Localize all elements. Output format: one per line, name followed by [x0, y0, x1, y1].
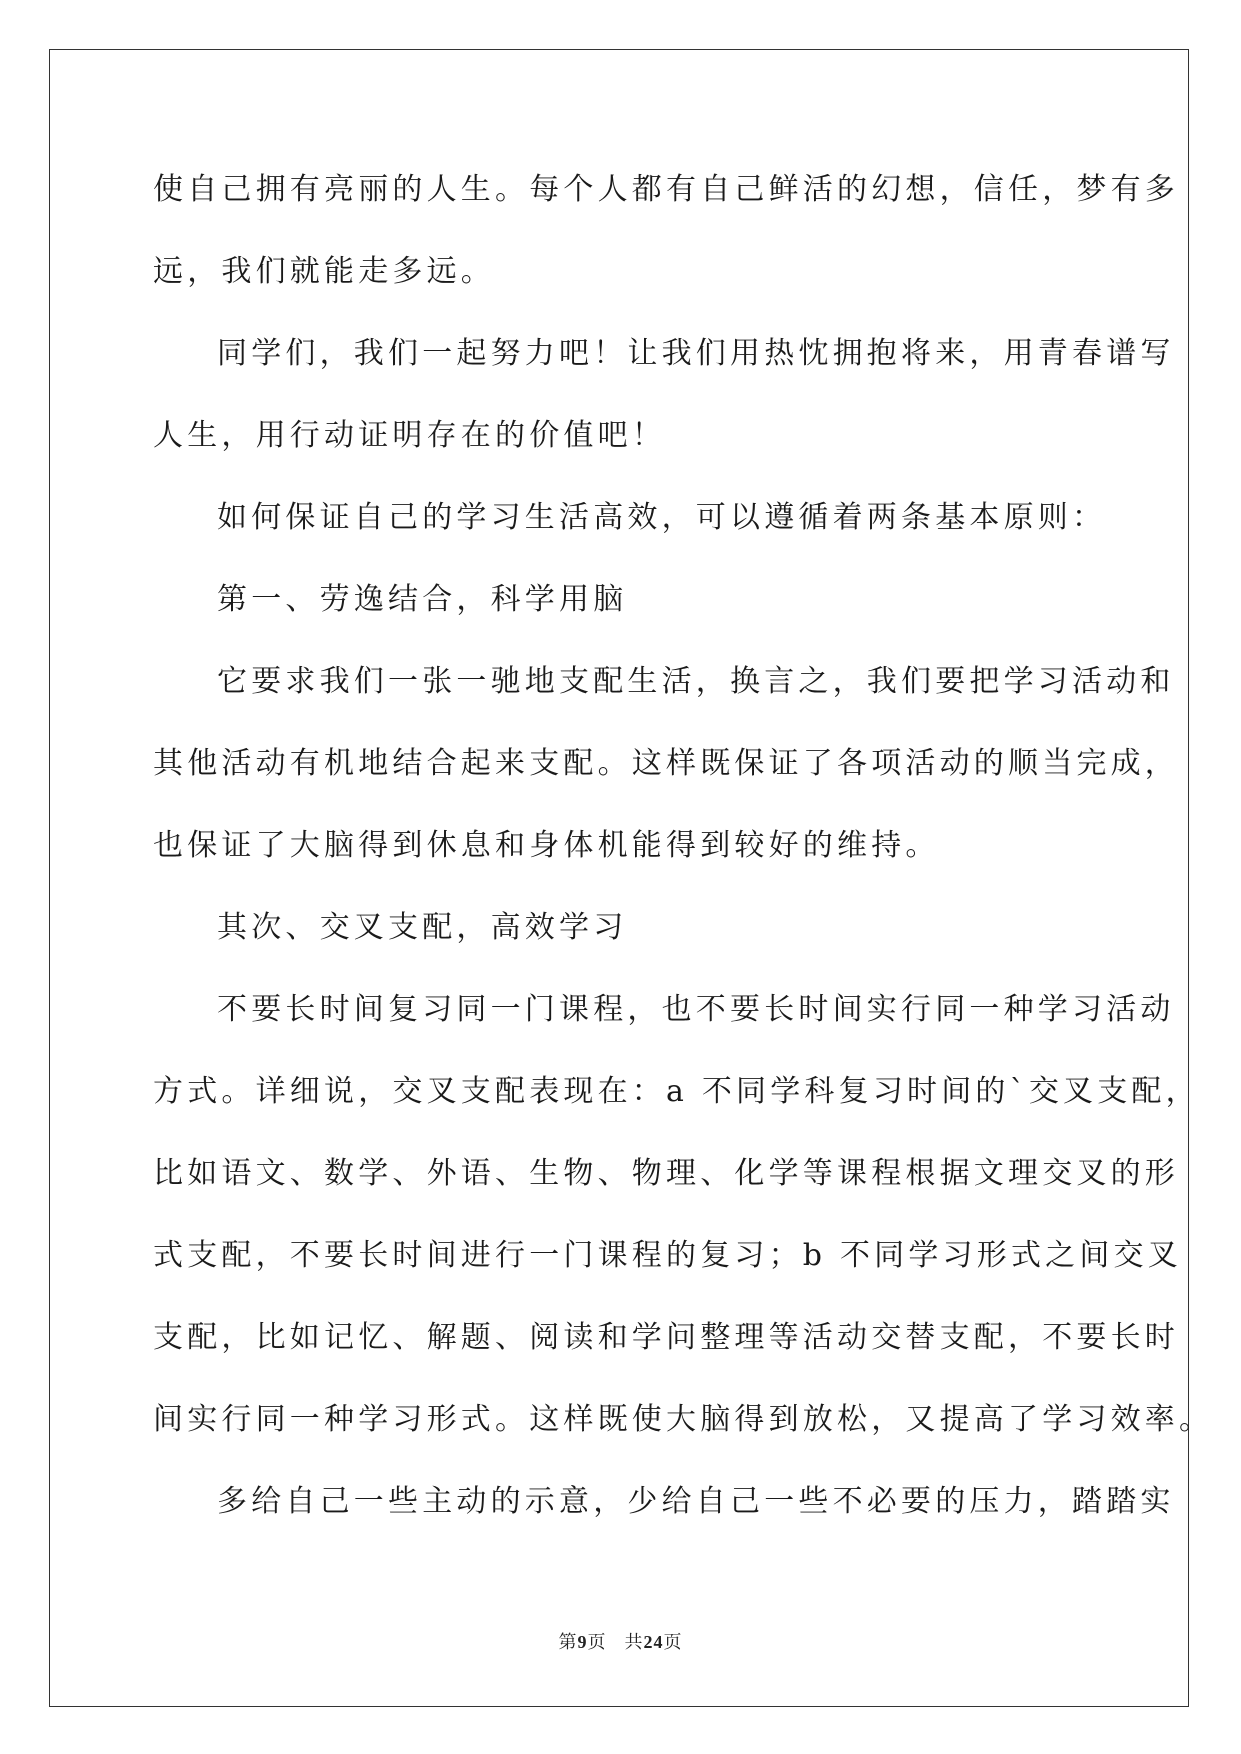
- text-line: 也保证了大脑得到休息和身体机能得到较好的维持。: [153, 828, 940, 863]
- text-line: 人生，用行动证明存在的价值吧！: [153, 418, 666, 453]
- document-body: [153, 168, 1214, 1562]
- text-line: 比如语文、数学、外语、生物、物理、化学等课程根据文理交叉的形: [153, 1156, 1179, 1191]
- text-line: 使自己拥有亮丽的人生。每个人都有自己鲜活的幻想，信任，梦有多: [153, 172, 1179, 207]
- text-line: 如何保证自己的学习生活高效，可以遵循着两条基本原则：: [217, 500, 1107, 535]
- text-line: 式支配，不要长时间进行一门课程的复习；b 不同学习形式之间交叉: [153, 1238, 1182, 1273]
- text-line: 方式。详细说，交叉支配表现在：a 不同学科复习时间的`交叉支配，: [153, 1074, 1200, 1109]
- page-number: 9: [577, 1632, 588, 1652]
- text-line: 支配，比如记忆、解题、阅读和学问整理等活动交替支配，不要长时: [153, 1320, 1179, 1355]
- total-prefix: 共: [624, 1632, 644, 1652]
- page-prefix: 第: [558, 1632, 578, 1652]
- text-line: 不要长时间复习同一门课程，也不要长时间实行同一种学习活动: [217, 992, 1175, 1027]
- text-line: 同学们，我们一起努力吧！让我们用热忱拥抱将来，用青春谱写: [217, 336, 1175, 371]
- text-line: 间实行同一种学习形式。这样既使大脑得到放松，又提高了学习效率。: [153, 1402, 1214, 1437]
- text-line: 其他活动有机地结合起来支配。这样既保证了各项活动的顺当完成，: [153, 746, 1179, 781]
- section-heading: 第一、劳逸结合，科学用脑: [217, 582, 628, 617]
- total-pages: 24: [643, 1632, 664, 1652]
- text-line: 多给自己一些主动的示意，少给自己一些不必要的压力，踏踏实: [217, 1484, 1175, 1519]
- section-heading: 其次、交叉支配，高效学习: [217, 910, 628, 945]
- text-line: 它要求我们一张一驰地支配生活，换言之，我们要把学习活动和: [217, 664, 1175, 699]
- page-footer: [0, 1628, 1241, 1654]
- total-suffix: 页: [663, 1632, 683, 1652]
- text-line: 远，我们就能走多远。: [153, 254, 495, 289]
- page-suffix: 页: [587, 1632, 607, 1652]
